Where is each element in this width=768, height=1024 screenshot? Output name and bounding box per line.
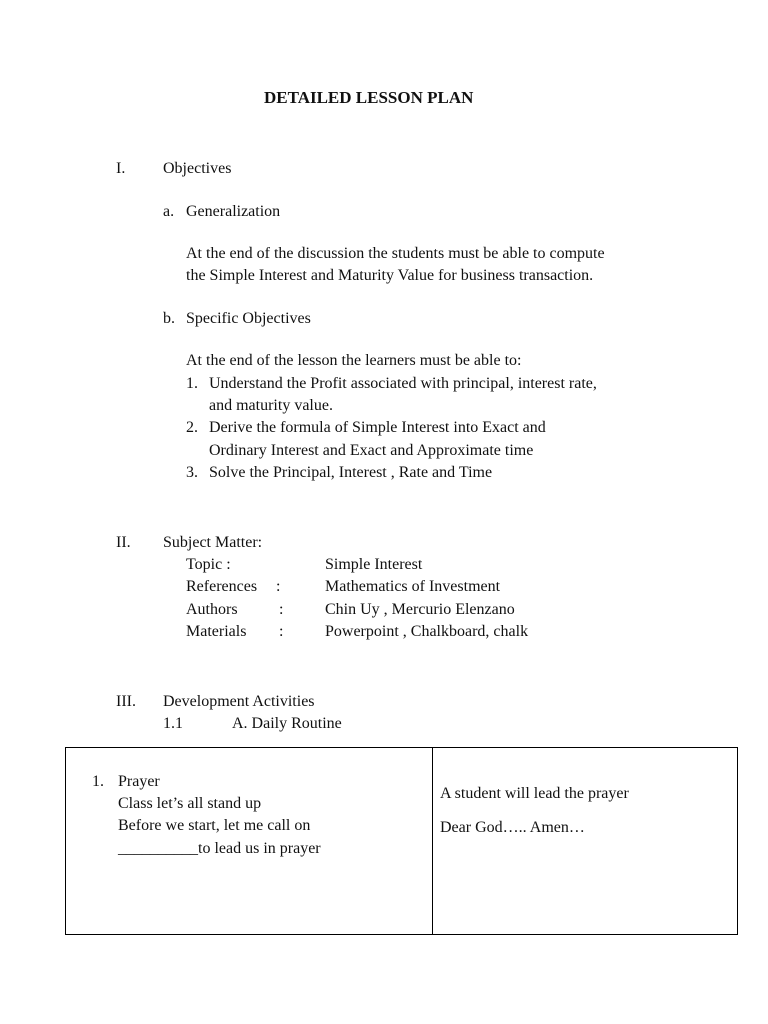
specific-objectives-intro: At the end of the lesson the learners must be able to: <box>186 352 522 369</box>
teacher-line: Class let’s all stand up <box>118 795 262 812</box>
subsection-heading: A. Daily Routine <box>232 715 342 732</box>
page-title: DETAILED LESSON PLAN <box>264 88 474 107</box>
subject-value-topic: Simple Interest <box>325 556 423 573</box>
subject-colon: : <box>279 601 284 618</box>
objective-a-marker: a. <box>163 203 175 220</box>
teacher-activity-cell <box>66 748 433 935</box>
objective-item-line: Ordinary Interest and Exact and Approximate time <box>209 442 534 459</box>
student-line: A student will lead the prayer <box>440 785 629 802</box>
activity-table <box>65 747 738 935</box>
subject-label-authors: Authors <box>186 601 238 618</box>
objective-item-line: and maturity value. <box>209 397 333 414</box>
subject-value-references: Mathematics of Investment <box>325 578 501 595</box>
objective-item-number: 1. <box>186 375 198 392</box>
teacher-line: __________to lead us in prayer <box>118 840 321 857</box>
section-2-heading: Subject Matter: <box>163 534 263 551</box>
subject-value-authors: Chin Uy , Mercurio Elenzano <box>325 601 515 618</box>
teacher-line: Prayer <box>118 773 160 790</box>
subject-label-references: References <box>186 578 258 595</box>
section-3-heading: Development Activities <box>163 693 315 710</box>
generalization-line-1: At the end of the discussion the students must be able to compute <box>186 245 605 262</box>
subject-label-materials: Materials <box>186 623 247 640</box>
objective-item-line: Derive the formula of Simple Interest into Exact and <box>209 419 546 436</box>
subject-colon: : <box>276 578 281 595</box>
generalization-line-2: the Simple Interest and Maturity Value for business transaction. <box>186 267 594 284</box>
section-1-heading: Objectives <box>163 160 232 177</box>
section-2-numeral: II. <box>116 534 131 551</box>
teacher-line: Before we start, let me call on <box>118 817 311 834</box>
objective-item-line: Understand the Profit associated with principal, interest rate, <box>209 375 597 392</box>
student-activity-cell <box>433 748 738 935</box>
objective-item-line: Solve the Principal, Interest , Rate and Time <box>209 464 493 481</box>
table-row <box>66 748 738 935</box>
student-line: Dear God….. Amen… <box>440 819 585 836</box>
objective-item-number: 2. <box>186 419 198 436</box>
objective-b-marker: b. <box>163 310 175 327</box>
section-1-numeral: I. <box>116 160 126 177</box>
subsection-number: 1.1 <box>163 715 183 732</box>
subject-label-topic: Topic : <box>186 556 231 573</box>
objective-item-number: 3. <box>186 464 198 481</box>
section-3-numeral: III. <box>116 693 136 710</box>
objective-a-heading: Generalization <box>186 203 281 220</box>
subject-colon: : <box>279 623 284 640</box>
objective-b-heading: Specific Objectives <box>186 310 311 327</box>
subject-value-materials: Powerpoint , Chalkboard, chalk <box>325 623 529 640</box>
list-item-number: 1. <box>92 773 104 790</box>
